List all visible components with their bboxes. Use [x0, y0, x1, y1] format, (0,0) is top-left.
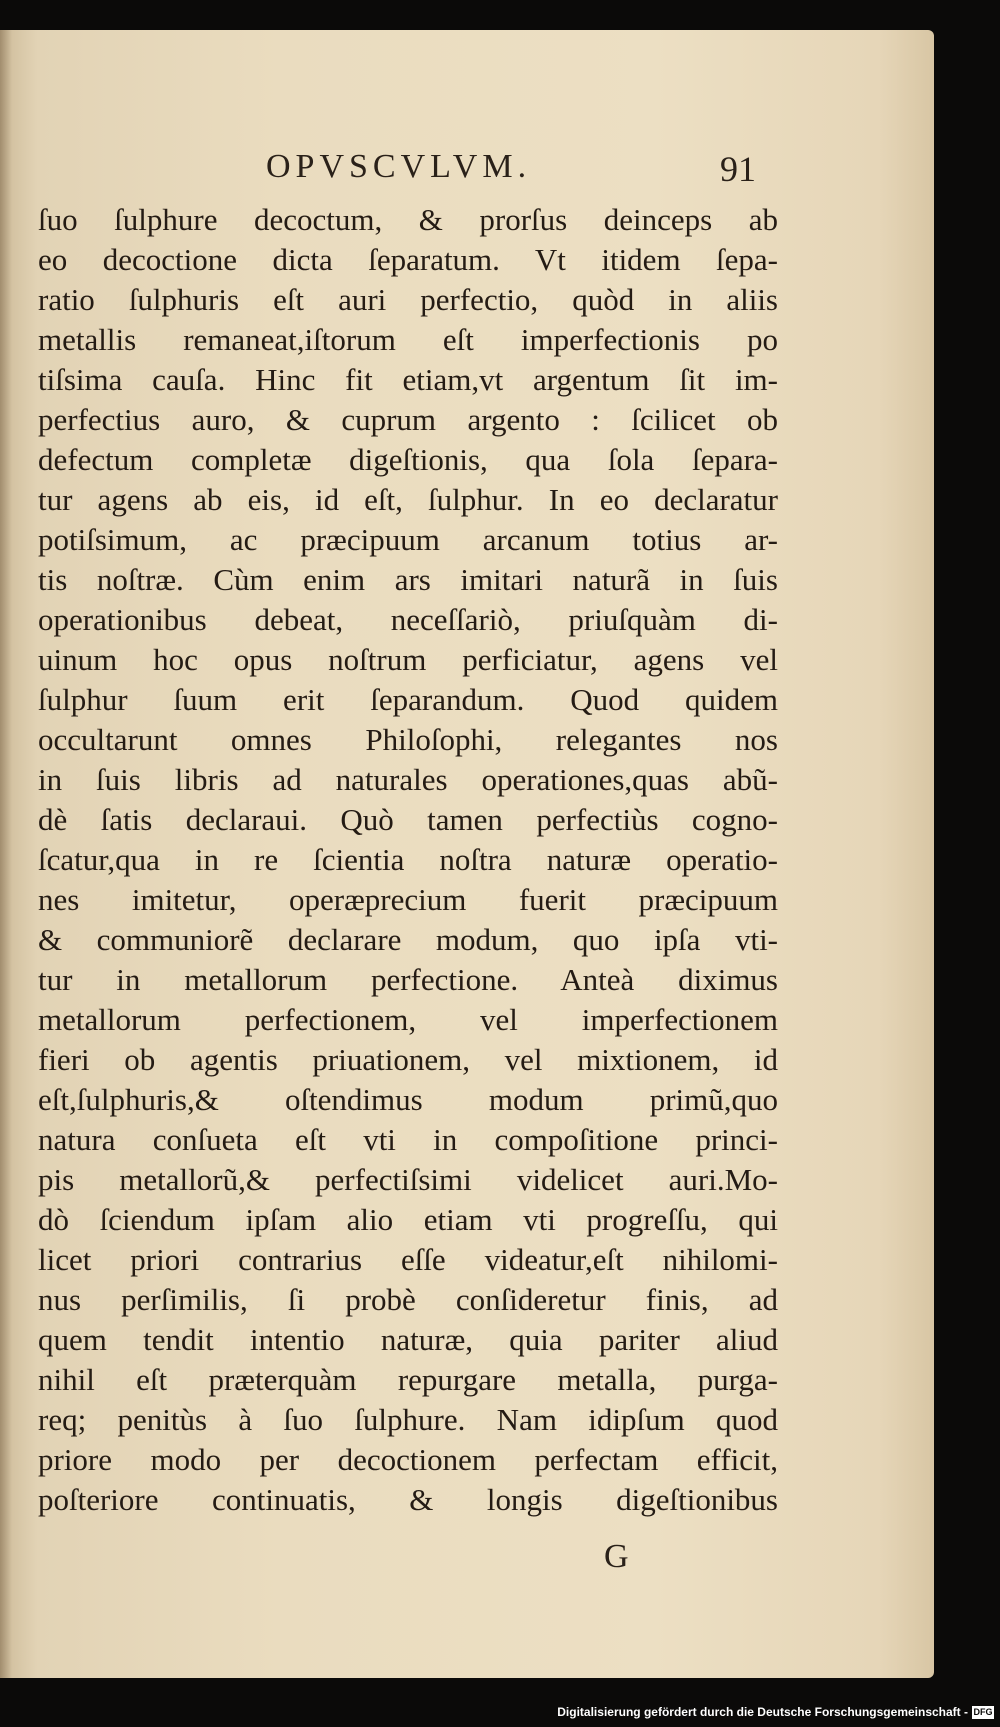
text-line: req; penitùs à ſuo ſulphure. Nam idipſum quod: [38, 1402, 778, 1437]
text-line: pis metallorũ,& perfectiſsimi videlicet auri.Mo-: [38, 1162, 778, 1197]
page-number: 91: [720, 149, 756, 189]
text-line: in ſuis libris ad naturales operationes,quas abũ-: [38, 762, 778, 797]
text-line: eſt,ſulphuris,& oſtendimus modum primũ,quo: [38, 1082, 778, 1117]
text-line: tiſsima cauſa. Hinc fit etiam,vt argentum ſit im-: [38, 362, 778, 397]
running-head: OPVSCVLVM.: [266, 148, 532, 185]
text-line: potiſsimum, ac præcipuum arcanum totius ar-: [38, 522, 778, 557]
text-line: eo decoctione dicta ſeparatum. Vt itidem ſepa-: [38, 242, 778, 277]
text-line: operationibus debeat, neceſſariò, priuſquàm di-: [38, 602, 778, 637]
text-line: dè ſatis declaraui. Quò tamen perfectiùs cogno-: [38, 802, 778, 837]
text-line: occultarunt omnes Philoſophi, relegantes nos: [38, 722, 778, 757]
text-line: ratio ſulphuris eſt auri perfectio, quòd in aliis: [38, 282, 778, 317]
text-line: nihil eſt præterquàm repurgare metalla, purga-: [38, 1362, 778, 1397]
text-line: natura conſueta eſt vti in compoſitione princi-: [38, 1122, 778, 1157]
text-line: nes imitetur, operæprecium fuerit præcipuum: [38, 882, 778, 917]
text-block: [38, 200, 778, 1520]
text-line: dò ſciendum ipſam alio etiam vti progreſſu, qui: [38, 1202, 778, 1237]
text-line: tur agens ab eis, id eſt, ſulphur. In eo declaratur: [38, 482, 778, 517]
text-line: perfectius auro, & cuprum argento : ſcilicet ob: [38, 402, 778, 437]
digitization-credit-bar: [0, 1699, 1000, 1727]
text-line: & communiorẽ declarare modum, quo ipſa vti-: [38, 922, 778, 957]
text-line: tur in metallorum perfectione. Anteà diximus: [38, 962, 778, 997]
dfg-logo-icon: DFG: [973, 1707, 993, 1717]
text-line: licet priori contrarius eſſe videatur,eſt nihilomi-: [38, 1242, 778, 1277]
text-line: nus perſimilis, ſi probè conſideretur finis, ad: [38, 1282, 778, 1317]
text-line: ſcatur,qua in re ſcientia noſtra naturæ operatio-: [38, 842, 778, 877]
text-line: ſulphur ſuum erit ſeparandum. Quod quidem: [38, 682, 778, 717]
text-line: uinum hoc opus noſtrum perficiatur, agens vel: [38, 642, 778, 677]
text-line: priore modo per decoctionem perfectam efficit,: [38, 1442, 778, 1477]
text-line: poſteriore continuatis, & longis digeſtionibus: [38, 1482, 778, 1517]
signature-mark: G: [604, 1538, 629, 1575]
text-line: ſuo ſulphure decoctum, & prorſus deinceps ab: [38, 202, 778, 237]
text-line: quem tendit intentio naturæ, quia pariter aliud: [38, 1322, 778, 1357]
text-line: metallorum perfectionem, vel imperfectionem: [38, 1002, 778, 1037]
text-line: metallis remaneat,iſtorum eſt imperfectionis po: [38, 322, 778, 357]
text-line: defectum completæ digeſtionis, qua ſola ſepara-: [38, 442, 778, 477]
credit-text: Digitalisierung gefördert durch die Deutsche Forschungsgemeinschaft -: [557, 1705, 968, 1719]
text-line: tis noſtræ. Cùm enim ars imitari naturã in ſuis: [38, 562, 778, 597]
book-page: [0, 30, 934, 1678]
text-line: fieri ob agentis priuationem, vel mixtionem, id: [38, 1042, 778, 1077]
